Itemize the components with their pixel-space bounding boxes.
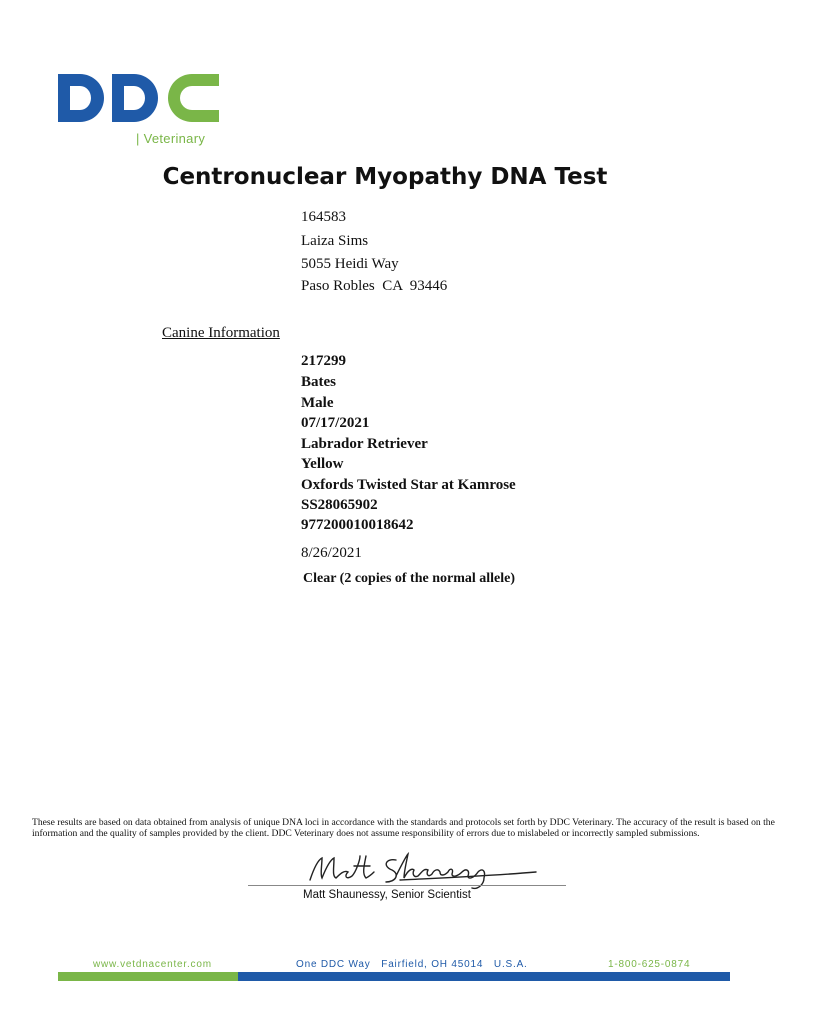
field-birthdate-value: 07/17/2021	[301, 415, 370, 431]
report-date-value: 8/26/2021	[301, 545, 362, 561]
logo-subtitle: | Veterinary	[136, 131, 206, 146]
field-coat-color-value: Yellow	[301, 456, 344, 472]
field-call-name-value: Bates	[301, 374, 336, 390]
field-dna-id-value: 217299	[301, 353, 346, 369]
signature-line	[248, 885, 566, 886]
footer-bar-green	[58, 972, 238, 981]
field-registered-name-value: Oxfords Twisted Star at Kamrose	[301, 477, 516, 493]
field-registration-number-value: SS28065902	[301, 497, 378, 513]
disclaimer-text: These results are based on data obtained from analysis of unique DNA loci in accordance with the standards and protocols set forth by DDC Veterinary. The accuracy of the result is based on the information and the quality of samples provided by the client. DDC Veterinary does not assume responsibility of errors due to mislabeled or incorrectly sampled submissions.	[32, 817, 775, 839]
owner-address-line1: 5055 Heidi Way	[301, 256, 399, 272]
dna-result-value: Clear (2 copies of the normal allele)	[303, 571, 516, 586]
signer-name-title: Matt Shaunessy, Senior Scientist	[303, 889, 471, 901]
footer-bar-blue	[238, 972, 730, 981]
owner-name: Laiza Sims	[301, 233, 369, 249]
footer-address: One DDC Way Fairfield, OH 45014 U.S.A.	[296, 959, 528, 970]
footer-website: www.vetdnacenter.com	[93, 959, 212, 970]
case-number-value: 164583	[301, 209, 346, 225]
field-breed-value: Labrador Retriever	[301, 436, 428, 452]
report-title: Centronuclear Myopathy DNA Test	[162, 164, 608, 190]
owner-address-line2: Paso Robles CA 93446	[301, 278, 448, 294]
canine-info-heading: Canine Information	[162, 325, 280, 341]
field-sex-value: Male	[301, 395, 334, 411]
field-microchip-value: 977200010018642	[301, 517, 414, 533]
footer-phone: 1-800-625-0874	[608, 959, 691, 970]
